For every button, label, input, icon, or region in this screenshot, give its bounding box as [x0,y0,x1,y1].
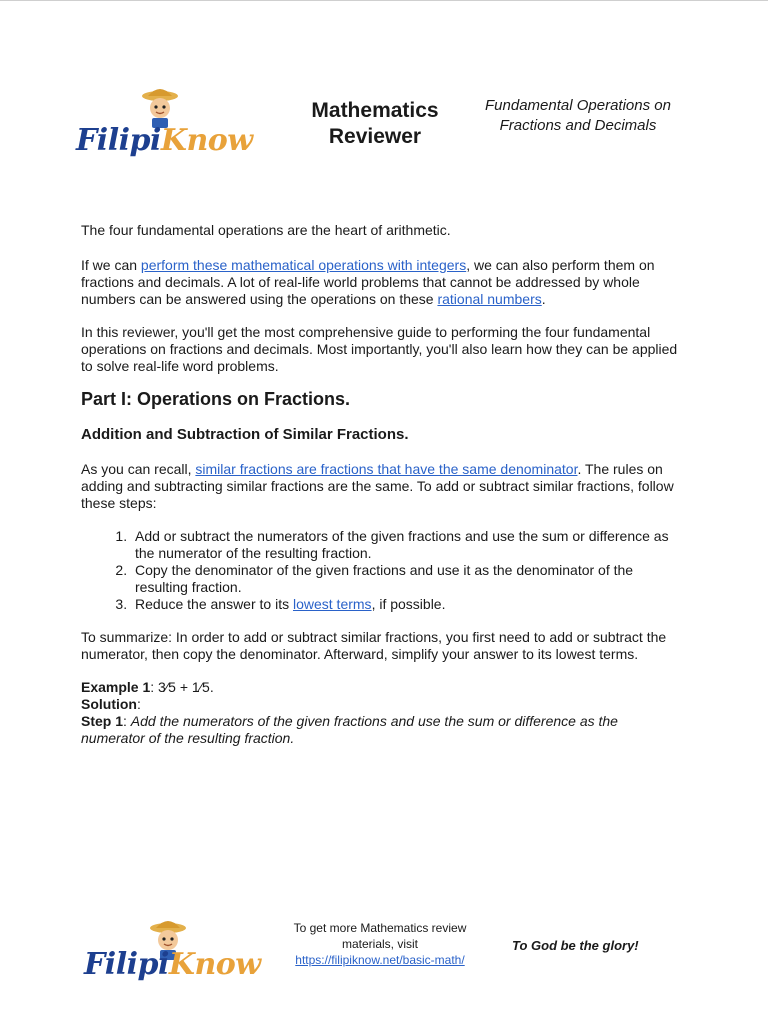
link-integer-operations[interactable]: perform these mathematical operations with integers [140,257,467,273]
link-similar-fractions[interactable]: similar fractions are fractions that have the same denominator [195,461,578,477]
intro-paragraph: The four fundamental operations are the heart of arithmetic. [81,222,451,238]
top-border [0,0,768,1]
page-title: Mathematics Reviewer [311,99,439,148]
heading-similar-fractions: Addition and Subtraction of Similar Fractions. [81,426,409,443]
document-body [81,222,681,747]
paragraph-similar-fractions: As you can recall, similar fractions are fractions that have the same denominator. The rules on adding and subtracting similar fractions are the same. To add or subtract similar fractions, follow these steps: [81,461,674,511]
heading-part-1: Part I: Operations on Fractions. [81,389,351,409]
step-1: Step 1: Add the numerators of the given fractions and use the sum or difference as the numerator of the resulting fraction. [81,713,618,746]
list-item: 2. Copy the denominator of the given fractions and use it as the denominator of the resulting fraction. [131,562,681,596]
example-1: Example 1: 3⁄5 + 1⁄5. [81,679,214,695]
logo-wordmark: FilipiKnow [76,123,253,158]
footer-logo [84,918,264,990]
filipiknow-logo [76,86,256,166]
paragraph-integers: If we can perform these mathematical operations with integers, we can also perform them on fractions and decimals. A lot of real-life world problems that cannot be addressed by whole numbers can be answered using the operations on these rational numbers. [81,257,655,307]
link-rational-numbers[interactable]: rational numbers [437,291,542,307]
footer-link[interactable]: https://filipiknow.net/basic-math/ [295,953,465,967]
list-item: 3. Reduce the answer to its lowest terms, if possible. [131,596,681,613]
solution-label: Solution: [81,696,141,712]
paragraph-reviewer: In this reviewer, you'll get the most comprehensive guide to performing the four fundamental operations on fractions and decimals. Most importantly, you'll also learn how they can be applied to solve real-life word problems. [81,324,678,374]
logo-wordmark: FilipiKnow [84,947,261,982]
steps-list [81,528,681,613]
list-item: 1. Add or subtract the numerators of the given fractions and use the sum or difference as the numerator of the resulting fraction. [131,528,681,562]
link-lowest-terms[interactable]: lowest terms [292,596,372,612]
summary-paragraph: To summarize: In order to add or subtract similar fractions, you first need to add or subtract the numerator, then copy the denominator. Afterward, simplify your answer to its lowest terms. [81,629,667,662]
footer-note: To get more Mathematics review materials, visit https://filipiknow.net/basic-math/ [293,921,467,967]
footer-motto: To God be the glory! [512,938,639,953]
page-subtitle: Fundamental Operations on Fractions and Decimals [485,97,671,134]
